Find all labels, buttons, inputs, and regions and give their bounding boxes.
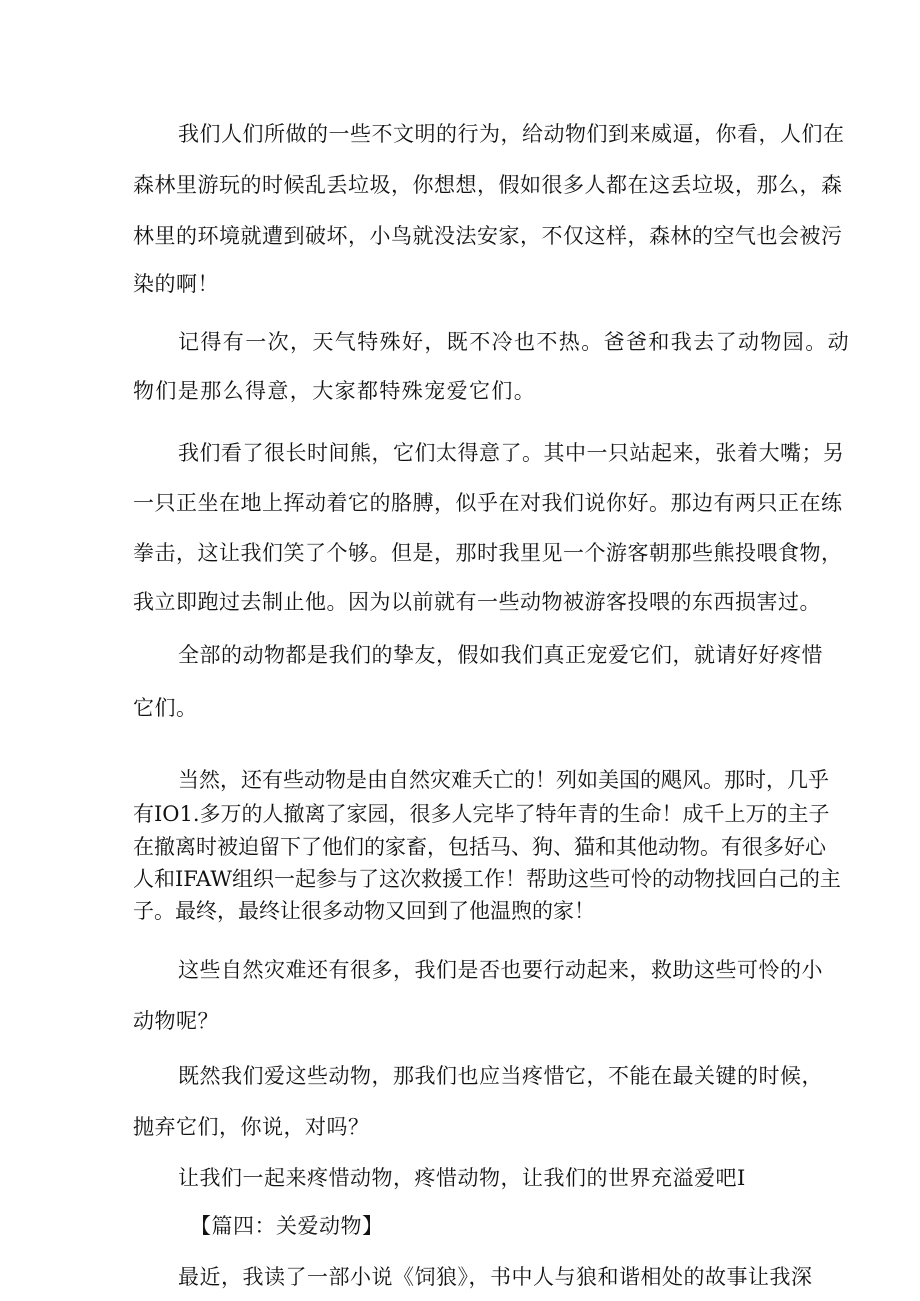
- paragraph-6-line-1: 这些自然灾难还有很多，我们是否也要行动起来，救助这些可怜的小: [178, 958, 823, 982]
- paragraph-3-line-2: 一只正坐在地上挥动着它的胳膊，似乎在对我们说你好。那边有两只正在练: [133, 491, 843, 515]
- paragraph-5-line-2: 有IO1.多万的人撤离了家园，很多人完毕了特年青的生命！成千上万的主子: [133, 802, 830, 826]
- paragraph-5-line-5: 子。最终，最终让很多动物又回到了他温煦的家！: [133, 899, 595, 923]
- paragraph-1-line-3: 林里的环境就遭到破坏，小鸟就没法安家，不仅这样，森林的空气也会被污: [133, 224, 843, 248]
- paragraph-4-line-2: 它们。: [133, 696, 198, 720]
- paragraph-7-line-2: 抛弃它们，你说，对吗？: [133, 1115, 370, 1139]
- paragraph-5-line-4: 人和IFAW组织一起参与了这次救援工作！帮助这些可怜的动物找回白己的主: [133, 867, 841, 891]
- paragraph-5-line-3: 在撤离时被迫留下了他们的家畜，包括马、狗、猫和其他动物。有很多好心: [133, 835, 826, 859]
- paragraph-2-line-2: 物们是那么得意，大家都特殊宠爱它们。: [133, 379, 537, 403]
- paragraph-1-line-4: 染的啊！: [133, 272, 219, 296]
- section-heading: 【篇四：关爱动物】: [190, 1214, 384, 1238]
- paragraph-2-line-1: 记得有一次，天气特殊好，既不冷也不热。爸爸和我去了动物园。动: [178, 330, 850, 354]
- paragraph-1-line-2: 森林里游玩的时候乱丢垃圾，你想想，假如很多人都在这丢垃圾，那么，森: [133, 173, 843, 197]
- paragraph-8-line-1: 让我们一起来疼惜动物，疼惜动物，让我们的世界充溢爱吧I: [178, 1166, 746, 1190]
- paragraph-7-line-1: 既然我们爱这些动物，那我们也应当疼惜它，不能在最关键的时候，: [178, 1064, 823, 1088]
- paragraph-10-line-1: 最近，我读了一部小说《饲狼》，书中人与狼和谐相处的故事让我深: [178, 1265, 813, 1289]
- paragraph-3-line-3: 拳击，这让我们笑了个够。但是，那时我里见一个游客朝那些熊投喂食物，: [133, 541, 843, 565]
- paragraph-5-line-1: 当然，还有些动物是由自然灾难夭亡的！列如美国的飓风。那时，几乎: [178, 768, 829, 792]
- paragraph-3-line-4: 我立即跑过去制止他。因为以前就有一些动物被游客投喂的东西损害过。: [133, 590, 821, 614]
- paragraph-1-line-1: 我们人们所做的一些不文明的行为，给动物们到来威逼，你看，人们在: [178, 122, 845, 146]
- paragraph-3-line-1: 我们看了很长时间熊，它们太得意了。其中一只站起来，张着大嘴；另: [178, 441, 845, 465]
- paragraph-6-line-2: 动物呢？: [133, 1009, 219, 1033]
- paragraph-4-line-1: 全部的动物都是我们的挚友，假如我们真正宠爱它们，就请好好疼惜: [178, 643, 823, 667]
